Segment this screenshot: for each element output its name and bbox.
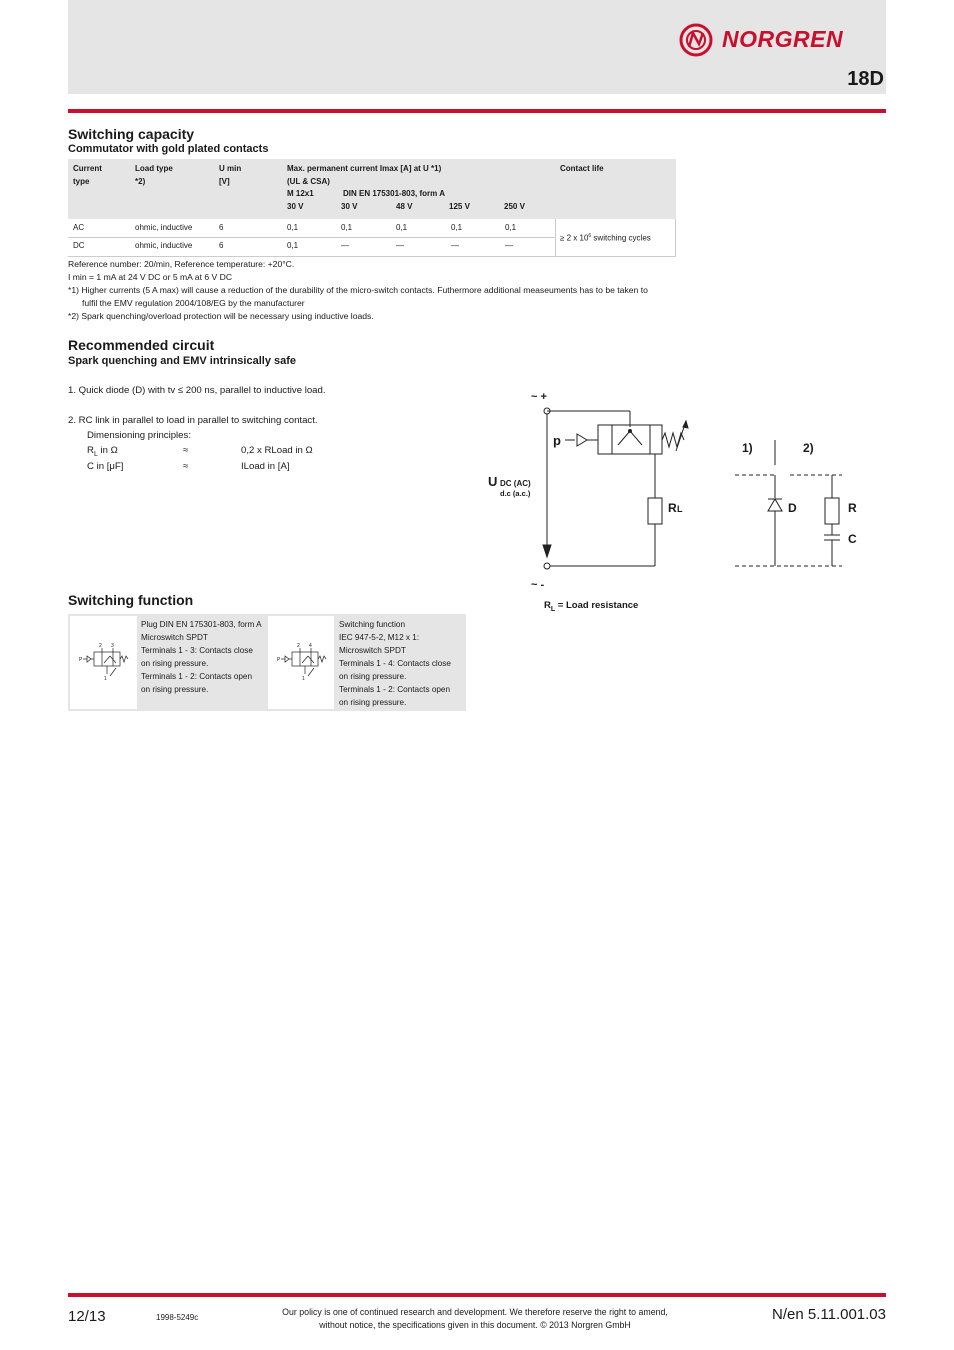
dc-type: DC [73,241,85,250]
ac-v1: 0,1 [287,223,299,232]
function-left-text: Plug DIN EN 175301-803, form A Microswitch SPDT Terminals 1 - 3: Contacts close on rising pressure. Terminals 1 - 2: Contacts open on rising pressure. [141,620,262,694]
voltage-sub-label: DC (AC) [500,479,531,488]
top-red-rule [68,109,886,113]
option-2-label: 2) [803,441,814,455]
col-load-2: *2) [135,177,146,186]
rl-label: $R_L$ in Ω [87,445,118,458]
note-imin: I min = 1 mA at 24 V DC or 5 mA at 6 V DC [68,272,233,282]
ac-type: AC [73,223,85,232]
diode-label: D [788,501,797,515]
bottom-red-rule [68,1293,886,1297]
recommended-subtitle: Spark quenching and EMV intrinsically safe [68,355,297,367]
function-title: Switching function [68,592,194,608]
dimensioning-label: Dimensioning principles: [87,430,191,441]
volt-4: 125 V [449,202,470,211]
col-umin-2: [V] [219,177,230,186]
ac-load: ohmic, inductive [135,223,193,232]
terminal-minus-label: ~ - [531,579,545,591]
col-max: Max. permanent current Imax [A] at U *1) [287,164,442,173]
function-box [68,614,466,711]
volt-2: 30 V [341,202,358,211]
ac-v5: 0,1 [505,223,517,232]
function-symbol-2-cell [268,616,334,709]
row-divider [68,237,555,238]
norgren-logo [678,22,870,58]
symbol-2-terminal-a: 2 [297,643,300,649]
approx-1: ≈ [183,445,189,456]
col-umin: U min [219,164,242,173]
life-divider [555,219,556,256]
note-1: *1) Higher currents (5 A max) will cause a reduction of the durability of the micro-switch contacts. Futhermore additional measeuments has to be taken to [68,285,648,295]
col-current-2: type [73,177,90,186]
capacity-title: Switching capacity [68,126,195,142]
col-current: Current [73,164,102,173]
dc-v2: — [341,241,349,250]
dc-umin: 6 [219,241,224,250]
option-1-label: 1) [742,441,753,455]
col-din: DIN EN 175301-803, form A [343,189,445,198]
switch-symbol-1-icon [70,616,137,709]
page-code: 18D [847,68,884,90]
function-symbol-1-cell [70,616,137,709]
norgren-emblem-icon [678,22,718,58]
brand-name: NORGREN [722,26,844,52]
document-number: N/en 5.11.001.03 [772,1306,886,1323]
symbol-2-terminal-b: 4 [309,643,312,649]
col-max-2: (UL & CSA) [287,177,330,186]
ac-v4: 0,1 [451,223,463,232]
right-border [675,219,676,256]
policy-text: Our policy is one of continued research and development. We therefore reserve the right to amend, without notice, the specifications given in this document. © 2013 Norgren GmbH [282,1307,668,1330]
dc-v1: 0,1 [287,241,299,250]
function-right-text: Switching function IEC 947-5-2, M12 x 1: Microswitch SPDT Terminals 1 - 4: Contacts close on rising pressure. Terminals 1 - 2: Contacts open on rising pressure. [339,620,451,707]
symbol-1-terminal-a: 2 [99,643,102,649]
c-value: ILoad in [A] [241,461,290,472]
note-reference: Reference number: 20/min, Reference temperature: +20°C. [68,259,295,269]
voltage-sub-label-2: d.c (a.c.) [500,489,531,498]
page-number: 12/13 [68,1308,106,1325]
approx-2: ≈ [183,461,189,472]
load-resistor-label: R [668,501,677,515]
pressure-label: p [553,433,561,448]
terminal-plus-label: ~ + [531,391,547,403]
dc-v5: — [505,241,513,250]
resistor-label: R [848,501,857,515]
dc-v3: — [396,241,404,250]
ac-umin: 6 [219,223,224,232]
load-resistor-sub: L [677,504,683,514]
legend-load-resistance: $R_L$ = Load resistance [544,600,639,613]
circuit-diagram [480,385,880,600]
recommended-item-1: 1. Quick diode (D) with tv ≤ 200 ns, parallel to inductive load. [68,385,326,396]
volt-1: 30 V [287,202,304,211]
symbol-1-pressure: P [79,657,83,663]
ac-v2: 0,1 [341,223,353,232]
symbol-1-terminal-c: 1 [104,676,107,682]
recommended-title: Recommended circuit [68,337,215,353]
col-life: Contact life [560,164,604,173]
recommended-item-2: 2. RC link in parallel to load in parallel to switching contact. [68,415,318,426]
dc-v4: — [451,241,459,250]
ac-v3: 0,1 [396,223,408,232]
col-load: Load type [135,164,173,173]
symbol-2-terminal-c: 1 [302,676,305,682]
c-label: C in [μF] [87,461,124,472]
capacity-subtitle: Commutator with gold plated contacts [68,143,269,155]
switch-symbol-2-icon [268,616,334,709]
contact-life-value: ≥ 2 x $10^6$ switching cycles [560,233,651,243]
note-1-cont: fulfil the EMV regulation 2004/108/EG by the manufacturer [82,298,305,308]
volt-5: 250 V [504,202,525,211]
volt-3: 48 V [396,202,413,211]
symbol-1-terminal-b: 3 [111,643,114,649]
dc-load: ohmic, inductive [135,241,193,250]
rl-value: 0,2 x RLoad in Ω [241,445,313,456]
capacitor-label: C [848,532,857,546]
voltage-label: U [488,474,498,489]
symbol-2-pressure: P [277,657,281,663]
document-code: 1998-5249c [156,1313,199,1322]
col-m12: M 12x1 [287,189,314,198]
note-2: *2) Spark quenching/overload protection will be necessary using inductive loads. [68,311,374,321]
